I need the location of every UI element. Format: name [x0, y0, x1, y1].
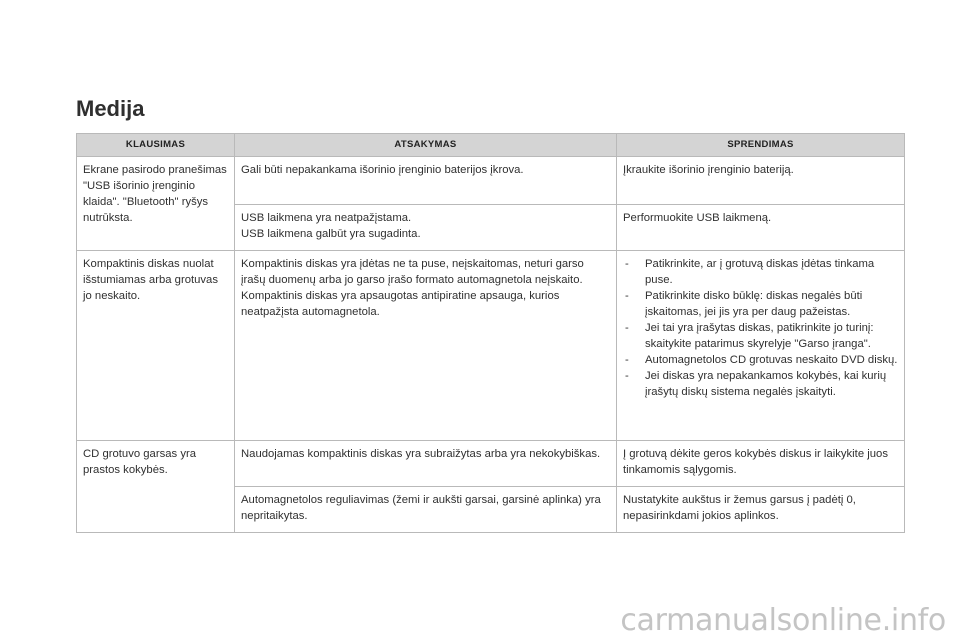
table-row [77, 441, 905, 487]
table-header-row [77, 134, 905, 157]
solution-list-item: - Automagnetolos CD grotuvas neskaito DVD diskų. [623, 352, 898, 368]
answer-cell [235, 205, 617, 251]
question-cell: CD grotuvo garsas yra prastos kokybės. [77, 441, 235, 533]
answer-line: USB laikmena yra neatpažįstama. USB laikmena galbūt yra sugadinta. [241, 212, 421, 240]
column-header-answer: ATSAKYMAS [235, 134, 617, 157]
solution-list [623, 256, 898, 400]
solution-cell: Nustatykite aukštus ir žemus garsus į padėtį 0, nepasirinkdami jokios aplinkos. [617, 487, 905, 533]
question-cell: Ekrane pasirodo pranešimas "USB išorinio įrenginio klaida". "Bluetooth" ryšys nutrūksta. [77, 157, 235, 251]
question-cell: Kompaktinis diskas nuolat išstumiamas arba grotuvas jo neskaito. [77, 251, 235, 441]
page-title: Medija [76, 96, 145, 121]
answer-cell: Automagnetolos reguliavimas (žemi ir aukšti garsai, garsinė aplinka) yra nepritaikytas. [235, 487, 617, 533]
solution-cell [617, 251, 905, 441]
answer-cell [235, 251, 617, 441]
table-row [77, 251, 905, 441]
watermark: carmanualsonline.info [620, 603, 946, 638]
answer-cell: Gali būti nepakankama išorinio įrenginio baterijos įkrova. [235, 157, 617, 205]
solution-cell: Į grotuvą dėkite geros kokybės diskus ir laikykite juos tinkamomis sąlygomis. [617, 441, 905, 487]
solution-list-item: - Jei tai yra įrašytas diskas, patikrinkite jo turinį: skaitykite patarimus skyrelyje "Garso įranga". [623, 320, 898, 352]
troubleshooting-table [76, 133, 905, 533]
solution-list-item: - Jei diskas yra nepakankamos kokybės, kai kurių įrašytų diskų sistema negalės įskaityti. [623, 368, 898, 400]
answer-text: Kompaktinis diskas yra įdėtas ne ta puse, neįskaitomas, neturi garso įrašų duomenų arba jo garso įrašo formato automagnetola neįskaito. Kompaktinis diskas yra apsaugotas antipiratine apsauga, kurios neatpažįsta automagnetola. [241, 258, 584, 318]
answer-cell: Naudojamas kompaktinis diskas yra subraižytas arba yra nekokybiškas. [235, 441, 617, 487]
column-header-question: KLAUSIMAS [77, 134, 235, 157]
solution-cell: Performuokite USB laikmeną. [617, 205, 905, 251]
solution-cell: Įkraukite išorinio įrenginio bateriją. [617, 157, 905, 205]
column-header-solution: SPRENDIMAS [617, 134, 905, 157]
table-row [77, 157, 905, 205]
solution-list-item: - Patikrinkite, ar į grotuvą diskas įdėtas tinkama puse. [623, 256, 898, 288]
solution-list-item: - Patikrinkite disko būklę: diskas negalės būti įskaitomas, jei jis yra per daug pažeistas. [623, 288, 898, 320]
